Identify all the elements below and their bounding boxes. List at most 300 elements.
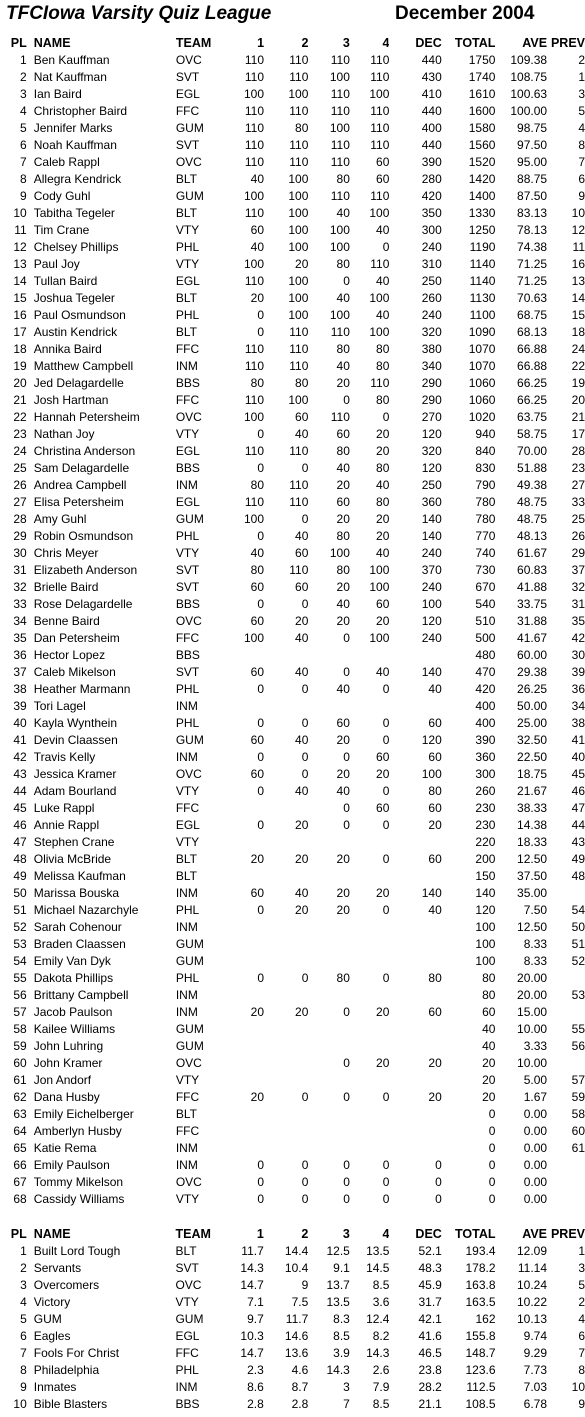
cell-name: Sarah Cohenour bbox=[33, 920, 122, 934]
cell-pl: 46 bbox=[13, 818, 27, 832]
cell-total: 80 bbox=[482, 988, 496, 1002]
cell-round1 bbox=[220, 1106, 264, 1123]
column-header-prev: PREV bbox=[550, 1227, 585, 1241]
column-header-team: TEAM bbox=[175, 1227, 211, 1241]
cell-total: 780 bbox=[475, 512, 496, 526]
cell-prev: 33 bbox=[571, 495, 585, 509]
cell-round2: 0 bbox=[301, 512, 309, 526]
cell-total: 1130 bbox=[469, 291, 496, 305]
cell-name: Christopher Baird bbox=[33, 104, 128, 118]
cell-round1: 110 bbox=[244, 274, 265, 288]
cell-round4: 20 bbox=[376, 529, 390, 543]
cell-ave: 60.83 bbox=[517, 563, 548, 577]
cell-total: 940 bbox=[475, 427, 496, 441]
cell-ave: 63.75 bbox=[517, 410, 548, 424]
cell-ave: 5.00 bbox=[523, 1073, 548, 1087]
cell-round4: 20 bbox=[376, 444, 390, 458]
cell-round2: 40 bbox=[295, 784, 309, 798]
cell-ave: 0.00 bbox=[523, 1192, 548, 1206]
cell-ave: 71.25 bbox=[517, 274, 548, 288]
cell-total: 1520 bbox=[468, 155, 496, 169]
cell-name: Chelsey Phillips bbox=[33, 240, 119, 254]
cell-pl: 22 bbox=[13, 410, 27, 424]
player-row bbox=[0, 885, 585, 902]
cell-team: OVC bbox=[175, 767, 202, 781]
team-row bbox=[0, 1379, 585, 1396]
cell-round3: 110 bbox=[330, 138, 350, 152]
cell-dec: 60 bbox=[428, 852, 442, 866]
cell-round1 bbox=[220, 936, 264, 953]
cell-team: EGL bbox=[175, 1329, 200, 1343]
cell-round4 bbox=[350, 834, 390, 851]
cell-round2: 20 bbox=[295, 852, 309, 866]
cell-ave: 20.00 bbox=[517, 988, 548, 1002]
cell-round2: 0 bbox=[301, 597, 309, 611]
cell-ave: 70.00 bbox=[517, 444, 548, 458]
cell-pl: 7 bbox=[20, 155, 27, 169]
cell-round3 bbox=[308, 647, 349, 664]
team-row bbox=[0, 1328, 585, 1345]
cell-ave: 37.50 bbox=[517, 869, 548, 883]
cell-dec bbox=[389, 868, 441, 885]
cell-prev bbox=[547, 970, 585, 987]
cell-total: 220 bbox=[475, 835, 496, 849]
player-row bbox=[0, 120, 585, 137]
cell-pl: 30 bbox=[13, 546, 27, 560]
cell-round1: 110 bbox=[244, 104, 265, 118]
cell-pl: 41 bbox=[13, 733, 27, 747]
team-row bbox=[0, 1345, 585, 1362]
cell-round1 bbox=[220, 698, 264, 715]
player-row bbox=[0, 834, 585, 851]
cell-team: INM bbox=[175, 920, 198, 934]
cell-team: PHL bbox=[175, 903, 200, 917]
cell-round1 bbox=[220, 1038, 264, 1055]
cell-round3: 80 bbox=[336, 342, 350, 356]
cell-ave: 41.67 bbox=[517, 631, 548, 645]
cell-round2 bbox=[264, 919, 308, 936]
team-row bbox=[0, 1294, 585, 1311]
cell-prev: 32 bbox=[571, 580, 585, 594]
cell-name: John Luhring bbox=[33, 1039, 104, 1053]
cell-total: 1400 bbox=[468, 189, 496, 203]
cell-round3: 20 bbox=[336, 376, 350, 390]
cell-ave: 31.88 bbox=[517, 614, 548, 628]
cell-round4: 20 bbox=[376, 427, 390, 441]
cell-round1: 110 bbox=[244, 359, 265, 373]
player-row bbox=[0, 1174, 585, 1191]
cell-total: 840 bbox=[475, 444, 496, 458]
cell-round4 bbox=[350, 919, 390, 936]
cell-round2: 100 bbox=[288, 189, 309, 203]
cell-name: Tabitha Tegeler bbox=[33, 206, 115, 220]
cell-round4: 110 bbox=[370, 104, 390, 118]
cell-round1: 20 bbox=[250, 1005, 265, 1019]
column-header-team: TEAM bbox=[175, 36, 212, 50]
cell-name: Josh Hartman bbox=[33, 393, 109, 407]
cell-prev: 4 bbox=[578, 121, 585, 135]
cell-team: BBS bbox=[175, 1397, 200, 1411]
cell-name: Stephen Crane bbox=[33, 835, 115, 849]
cell-ave: 0.00 bbox=[523, 1175, 548, 1189]
cell-pl: 47 bbox=[13, 835, 27, 849]
cell-total: 400 bbox=[475, 716, 496, 730]
cell-team: INM bbox=[175, 359, 198, 373]
cell-pl: 3 bbox=[20, 87, 27, 101]
cell-round2: 40 bbox=[295, 631, 309, 645]
player-row bbox=[0, 664, 585, 681]
cell-total: 1020 bbox=[468, 410, 496, 424]
cell-dec bbox=[389, 987, 441, 1004]
column-header-name: NAME bbox=[33, 1227, 71, 1241]
cell-team: BLT bbox=[175, 869, 197, 883]
cell-dec: 0 bbox=[435, 1175, 442, 1189]
cell-dec: 410 bbox=[421, 87, 442, 101]
cell-round3 bbox=[308, 868, 349, 885]
cell-team: PHL bbox=[175, 682, 200, 696]
column-header-dec: DEC bbox=[415, 1227, 442, 1241]
cell-dec: 60 bbox=[428, 750, 442, 764]
cell-pl: 13 bbox=[13, 257, 27, 271]
cell-pl: 23 bbox=[13, 427, 27, 441]
cell-total: 400 bbox=[475, 699, 496, 713]
cell-round2: 20 bbox=[295, 614, 309, 628]
cell-team: BBS bbox=[175, 648, 200, 662]
cell-round2: 110 bbox=[289, 342, 309, 356]
cell-dec: 440 bbox=[421, 104, 442, 118]
cell-ave: 71.25 bbox=[517, 257, 548, 271]
cell-pl: 10 bbox=[13, 1397, 27, 1411]
cell-round4: 110 bbox=[370, 376, 390, 390]
cell-dec: 120 bbox=[421, 733, 442, 747]
cell-round2: 100 bbox=[288, 172, 309, 186]
column-header-pl: PL bbox=[10, 1227, 27, 1241]
cell-pl: 55 bbox=[13, 971, 27, 985]
cell-name: Chris Meyer bbox=[33, 546, 99, 560]
cell-prev: 44 bbox=[571, 818, 585, 832]
cell-round4 bbox=[350, 1123, 390, 1140]
cell-round1: 110 bbox=[244, 495, 265, 509]
cell-pl: 4 bbox=[20, 104, 27, 118]
cell-pl: 16 bbox=[13, 308, 27, 322]
cell-round4: 20 bbox=[376, 512, 390, 526]
cell-round2 bbox=[264, 834, 308, 851]
cell-prev: 46 bbox=[571, 784, 585, 798]
cell-team: INM bbox=[175, 478, 198, 492]
player-row bbox=[0, 1106, 585, 1123]
cell-team: BLT bbox=[175, 172, 197, 186]
cell-round4: 80 bbox=[376, 359, 390, 373]
cell-round4: 0 bbox=[382, 784, 390, 798]
cell-round4: 110 bbox=[370, 138, 390, 152]
cell-name: Allegra Kendrick bbox=[33, 172, 122, 186]
cell-dec bbox=[389, 1072, 441, 1089]
cell-round1: 60 bbox=[250, 886, 265, 900]
column-header-ave: AVE bbox=[522, 36, 548, 50]
cell-total: 20 bbox=[482, 1073, 496, 1087]
column-header-round4: 4 bbox=[382, 1227, 390, 1241]
cell-round3: 9.1 bbox=[333, 1261, 350, 1275]
cell-round2 bbox=[264, 1072, 308, 1089]
cell-prev bbox=[547, 1174, 585, 1191]
cell-name: Overcomers bbox=[33, 1278, 100, 1292]
cell-dec: 250 bbox=[421, 478, 442, 492]
player-row bbox=[0, 1072, 585, 1089]
player-row bbox=[0, 698, 585, 715]
cell-ave: 68.75 bbox=[517, 308, 548, 322]
cell-name: Inmates bbox=[33, 1380, 77, 1394]
cell-round3: 0 bbox=[343, 801, 350, 815]
player-row bbox=[0, 766, 585, 783]
cell-round4: 60 bbox=[376, 172, 390, 186]
cell-round4: 0 bbox=[382, 682, 390, 696]
cell-prev: 53 bbox=[571, 988, 585, 1002]
cell-round4: 40 bbox=[376, 223, 390, 237]
cell-round4: 110 bbox=[370, 53, 390, 67]
cell-pl: 45 bbox=[13, 801, 27, 815]
cell-round1: 110 bbox=[244, 155, 265, 169]
cell-ave: 74.38 bbox=[517, 240, 548, 254]
cell-pl: 1 bbox=[20, 53, 27, 67]
player-row bbox=[0, 579, 585, 596]
cell-prev: 9 bbox=[578, 189, 585, 203]
cell-prev: 8 bbox=[578, 138, 585, 152]
cell-round3: 40 bbox=[336, 291, 350, 305]
cell-round1: 80 bbox=[250, 563, 265, 577]
cell-prev: 11 bbox=[572, 240, 585, 254]
cell-round4 bbox=[350, 936, 390, 953]
cell-round1: 110 bbox=[244, 444, 265, 458]
cell-round1: 0 bbox=[257, 903, 265, 917]
cell-prev: 7 bbox=[578, 155, 585, 169]
cell-total: 163.8 bbox=[465, 1278, 496, 1292]
cell-round1: 110 bbox=[244, 138, 265, 152]
cell-ave: 25.00 bbox=[517, 716, 548, 730]
cell-dec: 40 bbox=[428, 903, 442, 917]
cell-ave: 51.88 bbox=[517, 461, 548, 475]
cell-round1 bbox=[220, 800, 264, 817]
cell-prev: 21 bbox=[571, 410, 585, 424]
cell-name: Elisa Petersheim bbox=[33, 495, 124, 509]
cell-pl: 27 bbox=[13, 495, 27, 509]
cell-name: Annie Rappl bbox=[33, 818, 100, 832]
cell-pl: 19 bbox=[13, 359, 27, 373]
cell-ave: 66.25 bbox=[517, 393, 548, 407]
cell-round2: 20 bbox=[295, 818, 309, 832]
team-header-row bbox=[0, 1226, 585, 1243]
cell-round1: 0 bbox=[257, 750, 265, 764]
cell-pl: 1 bbox=[20, 1244, 27, 1258]
cell-name: Andrea Campbell bbox=[33, 478, 127, 492]
cell-round2: 0 bbox=[301, 682, 309, 696]
cell-name: Caleb Rappl bbox=[33, 155, 100, 169]
cell-round3: 40 bbox=[336, 682, 350, 696]
cell-round4: 100 bbox=[369, 631, 390, 645]
cell-prev: 17 bbox=[571, 427, 585, 441]
player-row bbox=[0, 800, 585, 817]
cell-name: Adam Bourland bbox=[33, 784, 117, 798]
cell-total: 178.2 bbox=[465, 1261, 496, 1275]
cell-round2: 110 bbox=[289, 495, 309, 509]
cell-prev: 8 bbox=[578, 1363, 585, 1377]
cell-total: 1740 bbox=[468, 70, 496, 84]
cell-round2 bbox=[264, 953, 308, 970]
cell-name: Victory bbox=[33, 1295, 71, 1309]
cell-round2: 40 bbox=[295, 665, 309, 679]
player-row bbox=[0, 1191, 585, 1208]
cell-pl: 54 bbox=[13, 954, 27, 968]
cell-round3: 0 bbox=[343, 274, 350, 288]
player-row bbox=[0, 545, 585, 562]
cell-round3 bbox=[308, 1072, 349, 1089]
cell-dec: 270 bbox=[421, 410, 442, 424]
cell-name: Paul Joy bbox=[33, 257, 80, 271]
cell-team: SVT bbox=[175, 580, 200, 594]
cell-pl: 17 bbox=[13, 325, 27, 339]
cell-round3: 80 bbox=[336, 529, 350, 543]
cell-ave: 12.09 bbox=[516, 1244, 548, 1258]
cell-ave: 109.38 bbox=[510, 53, 548, 67]
cell-round2: 110 bbox=[289, 70, 309, 84]
cell-round3: 40 bbox=[336, 784, 350, 798]
cell-total: 100 bbox=[475, 920, 496, 934]
cell-name: Annika Baird bbox=[33, 342, 102, 356]
cell-total: 120 bbox=[475, 903, 496, 917]
cell-round3: 20 bbox=[336, 886, 350, 900]
cell-team: BLT bbox=[175, 206, 197, 220]
cell-round2: 14.6 bbox=[284, 1329, 309, 1343]
player-row bbox=[0, 222, 585, 239]
cell-pl: 44 bbox=[13, 784, 27, 798]
column-header-round2: 2 bbox=[301, 36, 309, 50]
cell-name: Bible Blasters bbox=[33, 1397, 108, 1411]
cell-dec bbox=[389, 1038, 441, 1055]
player-row bbox=[0, 205, 585, 222]
cell-round1: 40 bbox=[250, 240, 265, 254]
cell-round3: 13.5 bbox=[326, 1295, 350, 1309]
cell-round3: 100 bbox=[329, 121, 350, 135]
cell-round4: 80 bbox=[376, 461, 390, 475]
cell-total: 420 bbox=[475, 682, 496, 696]
league-title: TFCIowa Varsity Quiz League bbox=[6, 3, 272, 24]
cell-dec bbox=[389, 1021, 441, 1038]
cell-name: Ian Baird bbox=[33, 87, 82, 101]
cell-round4: 100 bbox=[369, 580, 390, 594]
cell-total: 730 bbox=[475, 563, 496, 577]
cell-ave: 10.24 bbox=[516, 1278, 548, 1292]
cell-dec bbox=[389, 1140, 441, 1157]
team-standings-table bbox=[0, 1226, 585, 1413]
cell-prev: 51 bbox=[571, 937, 585, 951]
cell-name: Matthew Campbell bbox=[33, 359, 134, 373]
cell-dec bbox=[389, 1106, 441, 1123]
cell-round4: 20 bbox=[376, 767, 390, 781]
cell-ave: 48.75 bbox=[517, 495, 548, 509]
cell-round1 bbox=[220, 987, 264, 1004]
cell-total: 1580 bbox=[468, 121, 496, 135]
cell-team: INM bbox=[175, 1158, 198, 1172]
cell-pl: 6 bbox=[20, 138, 27, 152]
cell-round3: 7 bbox=[343, 1397, 350, 1411]
cell-total: 230 bbox=[475, 801, 496, 815]
cell-round3: 110 bbox=[330, 410, 350, 424]
cell-dec: 440 bbox=[421, 138, 442, 152]
cell-dec: 320 bbox=[421, 444, 442, 458]
cell-total: 150 bbox=[475, 869, 496, 883]
player-row bbox=[0, 52, 585, 69]
cell-pl: 28 bbox=[13, 512, 27, 526]
cell-ave: 8.33 bbox=[523, 954, 548, 968]
cell-round3: 0 bbox=[343, 1056, 350, 1070]
cell-ave: 21.67 bbox=[517, 784, 548, 798]
cell-round2 bbox=[264, 1140, 308, 1157]
player-row bbox=[0, 1157, 585, 1174]
cell-total: 1600 bbox=[468, 104, 496, 118]
cell-round3 bbox=[308, 1106, 349, 1123]
cell-round3: 110 bbox=[330, 53, 350, 67]
player-row bbox=[0, 137, 585, 154]
cell-dec: 420 bbox=[421, 189, 442, 203]
player-row bbox=[0, 273, 585, 290]
cell-name: Emily Eichelberger bbox=[33, 1107, 134, 1121]
player-row bbox=[0, 562, 585, 579]
cell-round4: 0 bbox=[382, 1175, 390, 1189]
cell-team: FFC bbox=[175, 393, 200, 407]
period-title: December 2004 bbox=[395, 3, 535, 24]
cell-round1 bbox=[220, 1072, 264, 1089]
cell-name: Heather Marmann bbox=[33, 682, 131, 696]
player-row bbox=[0, 86, 585, 103]
cell-pl: 4 bbox=[20, 1295, 27, 1309]
cell-round4 bbox=[350, 1106, 390, 1123]
cell-dec: 28.2 bbox=[418, 1380, 442, 1394]
cell-prev bbox=[547, 1157, 585, 1174]
cell-round4 bbox=[350, 1021, 390, 1038]
column-header-round1: 1 bbox=[257, 36, 265, 50]
player-row bbox=[0, 953, 585, 970]
cell-round1: 60 bbox=[250, 767, 265, 781]
cell-round1: 9.7 bbox=[247, 1312, 264, 1326]
team-row bbox=[0, 1396, 585, 1413]
player-row bbox=[0, 324, 585, 341]
cell-total: 830 bbox=[475, 461, 496, 475]
cell-name: Philadelphia bbox=[33, 1363, 100, 1377]
cell-total: 770 bbox=[475, 529, 496, 543]
player-row bbox=[0, 443, 585, 460]
cell-round1: 0 bbox=[257, 716, 265, 730]
cell-round3: 20 bbox=[336, 903, 350, 917]
cell-pl: 50 bbox=[13, 886, 27, 900]
cell-round4: 0 bbox=[382, 1192, 390, 1206]
cell-round2: 100 bbox=[288, 393, 309, 407]
cell-team: SVT bbox=[175, 563, 200, 577]
team-row bbox=[0, 1362, 585, 1379]
cell-round4 bbox=[350, 1072, 390, 1089]
cell-name: Olivia McBride bbox=[33, 852, 112, 866]
cell-pl: 48 bbox=[13, 852, 27, 866]
cell-pl: 63 bbox=[13, 1107, 27, 1121]
column-header-name: NAME bbox=[33, 36, 71, 50]
cell-round2: 110 bbox=[289, 359, 309, 373]
cell-round2: 0 bbox=[301, 750, 309, 764]
cell-round3: 60 bbox=[336, 716, 350, 730]
cell-total: 1060 bbox=[468, 393, 496, 407]
cell-pl: 62 bbox=[13, 1090, 27, 1104]
cell-prev: 24 bbox=[571, 342, 585, 356]
player-row bbox=[0, 1021, 585, 1038]
cell-dec: 260 bbox=[421, 291, 442, 305]
cell-round1: 110 bbox=[244, 70, 265, 84]
